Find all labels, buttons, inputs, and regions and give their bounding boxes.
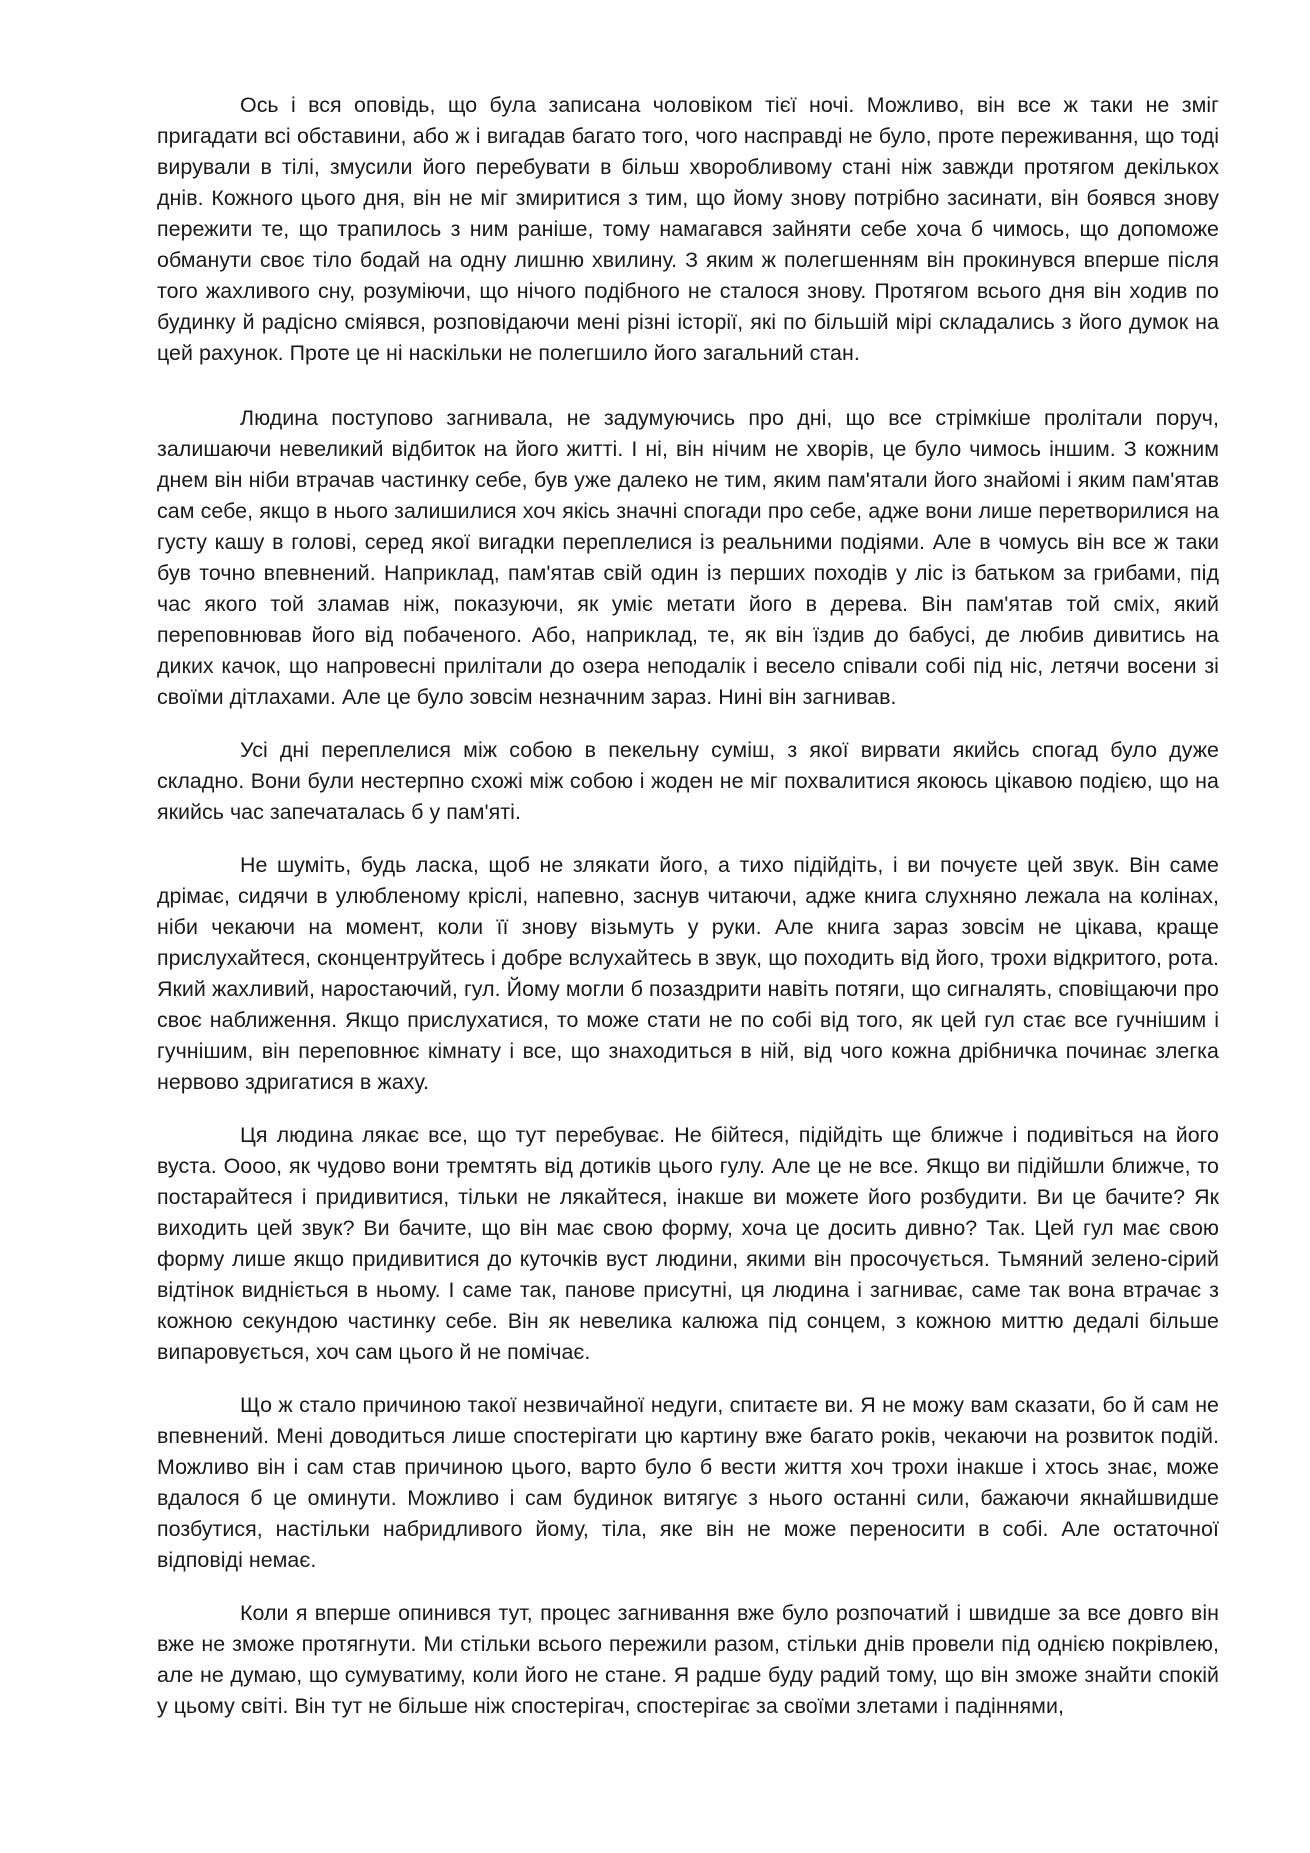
- paragraph-7: Коли я вперше опинився тут, процес загнивання вже було розпочатий і швидше за все довго він вже не зможе протягнути. Ми стільки всього пережили разом, стільки днів провели під однією покрівлею, але не думаю, що сумуватиму, коли його не стане. Я радше буду радий тому, що він зможе знайти спокій у цьому світі. Він тут не більше ніж спостерігач, спостерігає за своїми злетами і падіннями,: [157, 1601, 1219, 1718]
- document-body: [157, 90, 1219, 1722]
- paragraph-5: Ця людина лякає все, що тут перебуває. Не бійтеся, підійдіть ще ближче і подивіться на його вуста. Оооо, як чудово вони тремтять від дотиків цього гулу. Але це не все. Якщо ви підійшли ближче, то постарайтеся і придивитися, тільки не лякайтеся, інакше ви можете його розбудити. Ви це бачите? Як виходить цей звук? Ви бачите, що він має свою форму, хоча це досить дивно? Так. Цей гул має свою форму лише якщо придивитися до куточків вуст людини, якими він просочується. Тьмяний зелено-сірий відтінок видніється в ньому. І саме так, панове присутні, ця людина і загниває, саме так вона втрачає з кожною секундою частинку себе. Він як невелика калюжа під сонцем, з кожною миттю дедалі більше випаровується, хоч сам цього й не помічає.: [157, 1123, 1219, 1364]
- paragraph-3: Усі дні переплелися між собою в пекельну суміш, з якої вирвати якийсь спогад було дуже складно. Вони були нестерпно схожі між собою і жоден не міг похвалитися якоюсь цікавою подією, що на якийсь час запечаталась б у пам'яті.: [157, 738, 1219, 824]
- paragraph-6: Що ж стало причиною такої незвичайної недуги, спитаєте ви. Я не можу вам сказати, бо й сам не впевнений. Мені доводиться лише спостерігати цю картину вже багато років, чекаючи на розвиток подій. Можливо він і сам став причиною цього, варто було б вести життя хоч трохи інакше і хтось знає, може вдалося б це оминути. Можливо і сам будинок витягує з нього останні сили, бажаючи якнайшвидше позбутися, настільки набридливого йому, тіла, яке він не може переносити в собі. Але остаточної відповіді немає.: [157, 1393, 1219, 1572]
- paragraph-1: Ось і вся оповідь, що була записана чоловіком тієї ночі. Можливо, він все ж таки не зміг пригадати всі обставини, або ж і вигадав багато того, чого насправді не було, проте переживання, що тоді вирували в тілі, змусили його перебувати в більш хворобливому стані ніж завжди протягом декількох днів. Кожного цього дня, він не міг змиритися з тим, що йому знову потрібно засинати, він боявся знову пережити те, що трапилось з ним раніше, тому намагався зайняти себе хоча б чимось, що допоможе обманути своє тіло бодай на одну лишню хвилину. З яким ж полегшенням він прокинувся вперше після того жахливого сну, розуміючи, що нічого подібного не сталося знову. Протягом всього дня він ходив по будинку й радісно сміявся, розповідаючи мені різні історії, які по більшій мірі складались з його думок на цей рахунок. Проте це ні наскільки не полегшило його загальний стан.: [157, 93, 1219, 365]
- paragraph-4: Не шуміть, будь ласка, щоб не злякати його, а тихо підійдіть, і ви почуєте цей звук. Він саме дрімає, сидячи в улюбленому кріслі, напевно, заснув читаючи, адже книга слухняно лежала на колінах, ніби чекаючи на момент, коли її знову візьмуть у руки. Але книга зараз зовсім не цікава, краще прислухайтеся, сконцентруйтесь і добре вслухайтесь в звук, що походить від його, трохи відкритого, рота. Який жахливий, наростаючий, гул. Йому могли б позаздрити навіть потяги, що сигналять, сповіщаючи про своє наближення. Якщо прислухатися, то може стати не по собі від того, як цей гул стає все гучнішим і гучнішим, він переповнює кімнату і все, що знаходиться в ній, від чого кожна дрібничка починає злегка нервово здригатися в жаху.: [157, 853, 1219, 1094]
- paragraph-2: Людина поступово загнивала, не задумуючись про дні, що все стрімкіше пролітали поруч, залишаючи невеликий відбиток на його житті. І ні, він нічим не хворів, це було чимось іншим. З кожним днем він ніби втрачав частинку себе, був уже далеко не тим, яким пам'ятали його знайомі і яким пам'ятав сам себе, якщо в нього залишилися хоч якісь значні спогади про себе, адже вони лише перетворилися на густу кашу в голові, серед якої вигадки переплелися із реальними подіями. Але в чомусь він все ж таки був точно впевнений. Наприклад, пам'ятав свій один із перших походів у ліс із батьком за грибами, під час якого той зламав ніж, показуючи, як уміє метати його в дерева. Він пам'ятав той сміх, який переповнював його від побаченого. Або, наприклад, те, як він їздив до бабусі, де любив дивитись на диких качок, що напровесні прилітали до озера неподалік і весело співали собі під ніс, летячи восени зі своїми дітлахами. Але це було зовсім незначним зараз. Нині він загнивав.: [157, 406, 1219, 709]
